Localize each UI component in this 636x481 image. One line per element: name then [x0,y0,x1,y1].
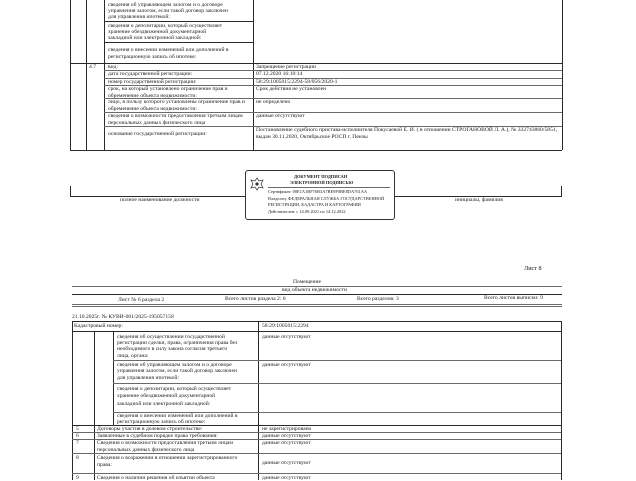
row-value: 58:29:1005015:2294-58/056/2020-1 [256,79,338,85]
object-kind-caption: вид объекта недвижимости [282,287,347,293]
position-caption: полное наименование должности [120,197,200,203]
subrow-line: сведения об осуществлении государственной [117,334,225,340]
row-label: Договоры участия в долевом строительстве: [97,426,203,432]
subrow-line: регистрационную запись об ипотеке: [117,419,206,425]
row-value: 07.12.2020 16:10:14 [256,71,303,77]
pledge-manager-line: сведения об управляющем залогом и о договоре [108,2,223,8]
row-number: 9 [76,475,79,481]
row-label: Сведения о наличии решения об изъятии объекта [97,475,215,481]
row-value: данные отсутствуют [262,460,311,466]
row-number: 6 [76,433,79,439]
changes-line: сведения о внесении изменений или дополнений в [108,47,229,53]
stamp-certificate: Сертификат: 00E1A1BF76B3A7BE9F0BE8DA761AA [268,189,368,194]
pledge-manager-line: управления залогом, если такой договор заключен [108,8,228,14]
sheet-label: Лист 8 [524,265,542,272]
total-sheets-section: Всего листов раздела 2: 6 [225,296,286,302]
row-value: Срок действия не установлен [256,86,327,92]
subrow-value: данные отсутствуют [262,334,311,340]
subrow-line: сведения о внесении изменений или дополнений в [117,413,238,419]
depository-line: сведения о депозитарии, который осуществляет [108,23,223,29]
stamp-owner: РЕГИСТРАЦИИ, КАДАСТРА И КАРТОГРАФИИ [268,202,361,207]
cadastral-label: Кадастровый номер: [74,323,123,329]
stamp-validity: Действителен: с 14.09.2021 по 14.12.2022 [268,209,346,214]
subrow-line: закладной или электронной закладной: [117,401,211,407]
subrow-line: регистрации сделки, права, ограничения права без [117,340,238,346]
row-label: срок, на который установлено ограничение прав и обременение объекта недвижимости: [108,86,228,99]
row-label: основание государственной регистрации: [108,131,207,137]
row-value: не определено [256,99,291,105]
row-value: данные отсутствуют [256,113,305,119]
eagle-emblem-icon [250,177,264,191]
depository-line: закладной или электронной закладной: [108,35,202,41]
total-sections: Всего разделов: 3 [357,296,399,302]
subrow-line: для управления ипотекой: [117,375,179,381]
row-value: данные отсутствуют [262,433,311,439]
total-sheets-extract: Всего листов выписки: 9 [484,295,543,301]
stamp-title: ДОКУМЕНТ ПОДПИСАН [294,174,348,179]
extract-date-number: 21.10.2025г. № КУВИ-001/2025-195057158 [72,314,174,320]
object-kind: Помещение [293,279,322,285]
sheet-section: Лист № 6 раздела 2 [118,297,165,303]
depository-line: хранение обездвиженной документарной [108,29,207,35]
row-value: Запрещение регистрации [256,64,316,70]
signature-stamp [245,170,395,220]
subrow-line: лица, органа: [117,353,149,359]
subrow-line: управления залогом, если такой договор заключен [117,368,237,374]
stamp-owner: Владелец: ФЕДЕРАЛЬНАЯ СЛУЖБА ГОСУДАРСТВЕННОЙ [268,196,385,201]
row-label: вид: [108,64,119,70]
row-label: Сведения о возможности предоставления третьим лицам персональных данных физического лица [97,440,233,453]
row-number: 7 [76,440,79,446]
cadastral-number: 58:29:1005015:2294 [262,323,309,329]
changes-line: регистрационную запись об ипотеке: [108,54,197,60]
subrow-line: сведения о депозитарии, который осуществляет [117,386,232,392]
row-number: 8 [76,455,79,461]
row-value: данные отсутствуют [262,440,311,446]
row-label: сведения о возможности предоставления третьим лицам персональных данных физического лица [108,113,243,126]
row-label: Сведения о возражении в отношении зарегистрированного права: [97,455,238,468]
pledge-manager-line: для управления ипотекой: [108,14,170,20]
row-value: не зарегистрировано [262,426,312,432]
name-caption: инициалы, фамилия [455,197,503,203]
subrow-line: сведения об управляющем залогом и о договоре [117,362,232,368]
subrow-line: хранение обездвиженной документарной [117,393,216,399]
row-label: номер государственной регистрации: [108,79,197,85]
stamp-subtitle: ЭЛЕКТРОННОЙ ПОДПИСЬЮ [290,180,354,185]
row-value: данные отсутствуют [262,475,311,481]
subrow-value: данные отсутствуют [262,362,311,368]
subrow-line: необходимого в силу закона согласия третьего [117,346,228,352]
row-value: Постановление судебного пристава-исполнителя Покусаевой Е. И. ( в отношении СТРОГАНОВОЙ Л. А.), № 332743860/5851, выдан 30.11.2020, Октябрьское РОСП г. Пензы [256,127,558,140]
row-label: лицо, в пользу которого установлены ограничение прав и обременение объекта недвижимости: [108,99,245,112]
item-number: 4.7 [89,64,96,70]
row-label: Заявленные в судебном порядке права требования: [97,433,218,439]
row-label: дата государственной регистрации: [108,71,193,77]
row-number: 5 [76,426,79,432]
